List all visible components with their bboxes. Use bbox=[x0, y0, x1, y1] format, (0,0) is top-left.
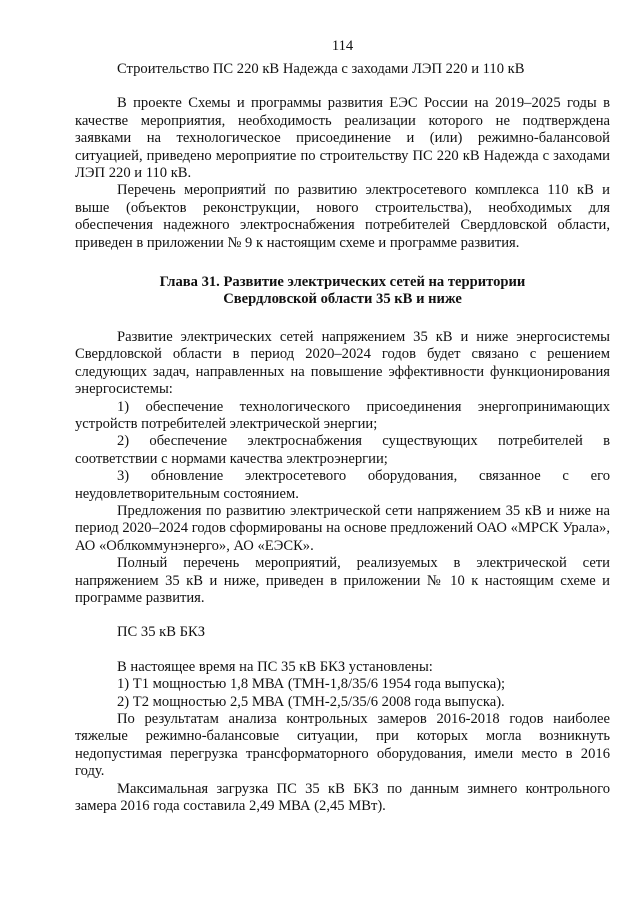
paragraph: В проекте Схемы и программы развития ЕЭС России на 2019–2025 годы в качестве мероприятия, необходимость реализации которого не подтверждена заявками на технологическое присоединение и (или) режимно-балансовой ситуацией, приведено мероприятие по строительству ПС 220 кВ Надежда с заходами ЛЭП 220 и 110 кВ. bbox=[75, 95, 610, 182]
list-item: 1) Т1 мощностью 1,8 МВА (ТМН-1,8/35/6 1954 года выпуска); bbox=[117, 676, 506, 693]
spacer bbox=[75, 252, 610, 274]
paragraph: Полный перечень мероприятий, реализуемых в электрической сети напряжением 35 кВ и ниже, приведен в приложении № 10 к настоящим схеме и программе развития. bbox=[75, 555, 610, 606]
paragraph: Максимальная загрузка ПС 35 кВ БКЗ по данным зимнего контрольного замера 2016 года составила 2,49 МВА (2,45 МВт). bbox=[75, 780, 610, 815]
paragraph: По результатам анализа контрольных замеров 2016-2018 годов наиболее тяжелые режимно-балансовые ситуации, при которых могла возникнуть недопустимая перегрузка трансформаторного оборудования, имели место в 2016 году. bbox=[75, 711, 610, 780]
page-number: 114 bbox=[331, 38, 354, 54]
paragraph: В настоящее время на ПС 35 кВ БКЗ установлены: bbox=[117, 658, 433, 675]
paragraph: Развитие электрических сетей напряжением 35 кВ и ниже энергосистемы Свердловской области в период 2020–2024 годов будет связано с решением следующих задач, направленных на повышение эффективности функционирования энергосистемы: bbox=[75, 328, 610, 398]
spacer bbox=[75, 78, 610, 95]
chapter-heading-line-2: Свердловской области 35 кВ и ниже bbox=[223, 291, 462, 308]
spacer bbox=[75, 607, 610, 624]
list-item: 1) обеспечение технологического присоединения энергопринимающих устройств потребителей электрической энергии; bbox=[75, 398, 610, 432]
list-item: 2) Т2 мощностью 2,5 МВА (ТМН-2,5/35/6 2008 года выпуска). bbox=[117, 693, 505, 710]
chapter-heading-line-1: Глава 31. Развитие электрических сетей на территории bbox=[159, 274, 526, 291]
spacer bbox=[75, 309, 610, 329]
list-item: 3) обновление электросетевого оборудования, связанное с его неудовлетворительным состоянием. bbox=[75, 468, 610, 502]
substation-title: ПС 35 кВ БКЗ bbox=[117, 624, 206, 641]
document-page bbox=[75, 38, 610, 815]
list-item: 2) обеспечение электроснабжения существующих потребителей в соответствии с нормами качества электроэнергии; bbox=[75, 433, 610, 467]
paragraph: Предложения по развитию электрической сети напряжением 35 кВ и ниже на период 2020–2024 годов сформированы на основе предложений ОАО «МРСК Урала», АО «Облкоммунэнерго», АО «ЕЭСК». bbox=[75, 502, 610, 554]
section-title: Строительство ПС 220 кВ Надежда с заходами ЛЭП 220 и 110 кВ bbox=[117, 61, 525, 77]
spacer bbox=[75, 642, 610, 659]
paragraph: Перечень мероприятий по развитию электросетевого комплекса 110 кВ и выше (объектов реконструкции, нового строительства), необходимых для обеспечения надежного электроснабжения потребителей Свердловской области, приведен в приложении № 9 к настоящим схеме и программе развития. bbox=[75, 182, 610, 251]
